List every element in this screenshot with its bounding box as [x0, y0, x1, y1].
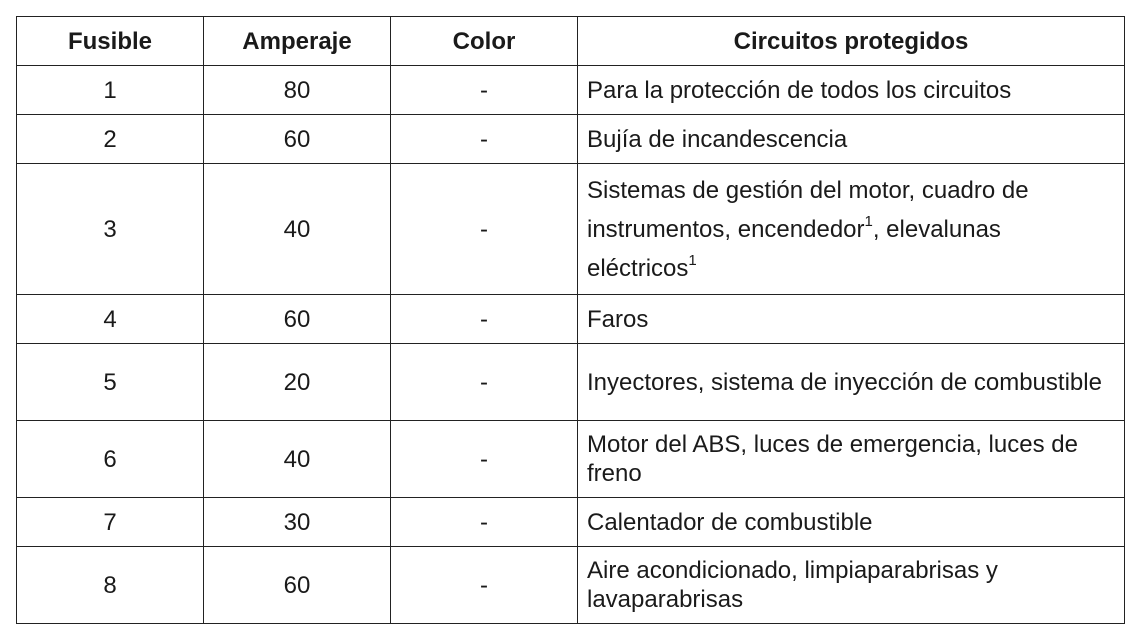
amperaje-cell: 60	[204, 295, 391, 344]
amperaje-cell: 40	[204, 421, 391, 498]
table-row	[17, 115, 1125, 164]
fuse-table	[16, 16, 1125, 624]
color-cell: -	[391, 115, 578, 164]
circuitos-cell: Calentador de combustible	[578, 498, 1125, 547]
fusible-cell: 3	[17, 164, 204, 295]
header-fusible: Fusible	[17, 17, 204, 66]
table-row	[17, 164, 1125, 295]
table-row	[17, 295, 1125, 344]
footnote-marker: 1	[864, 212, 873, 230]
circuitos-cell	[578, 164, 1125, 295]
table-row	[17, 344, 1125, 421]
circuitos-text-part2: , elevalunas eléctricos	[587, 215, 1001, 282]
color-cell: -	[391, 547, 578, 624]
fusible-cell: 2	[17, 115, 204, 164]
color-cell: -	[391, 421, 578, 498]
fusible-cell: 7	[17, 498, 204, 547]
fusible-cell: 6	[17, 421, 204, 498]
color-cell: -	[391, 164, 578, 295]
amperaje-cell: 60	[204, 115, 391, 164]
table-row	[17, 498, 1125, 547]
footnote-marker: 1	[688, 251, 697, 269]
fusible-cell: 1	[17, 66, 204, 115]
header-color: Color	[391, 17, 578, 66]
fusible-cell: 4	[17, 295, 204, 344]
circuitos-cell: Bujía de incandescencia	[578, 115, 1125, 164]
circuitos-cell: Para la protección de todos los circuitos	[578, 66, 1125, 115]
circuitos-cell: Aire acondicionado, limpiaparabrisas y lavaparabrisas	[578, 547, 1125, 624]
color-cell: -	[391, 344, 578, 421]
table-row	[17, 547, 1125, 624]
amperaje-cell: 40	[204, 164, 391, 295]
table-row	[17, 421, 1125, 498]
table-row	[17, 66, 1125, 115]
circuitos-cell: Faros	[578, 295, 1125, 344]
amperaje-cell: 20	[204, 344, 391, 421]
amperaje-cell: 30	[204, 498, 391, 547]
circuitos-text-part1: Sistemas de gestión del motor, cuadro de instrumentos, encendedor	[587, 176, 1029, 243]
header-circuitos: Circuitos protegidos	[578, 17, 1125, 66]
header-amperaje: Amperaje	[204, 17, 391, 66]
color-cell: -	[391, 498, 578, 547]
amperaje-cell: 80	[204, 66, 391, 115]
circuitos-cell: Inyectores, sistema de inyección de combustible	[578, 344, 1125, 421]
fusible-cell: 5	[17, 344, 204, 421]
color-cell: -	[391, 66, 578, 115]
amperaje-cell: 60	[204, 547, 391, 624]
table-header-row	[17, 17, 1125, 66]
circuitos-cell: Motor del ABS, luces de emergencia, luces de freno	[578, 421, 1125, 498]
color-cell: -	[391, 295, 578, 344]
fusible-cell: 8	[17, 547, 204, 624]
